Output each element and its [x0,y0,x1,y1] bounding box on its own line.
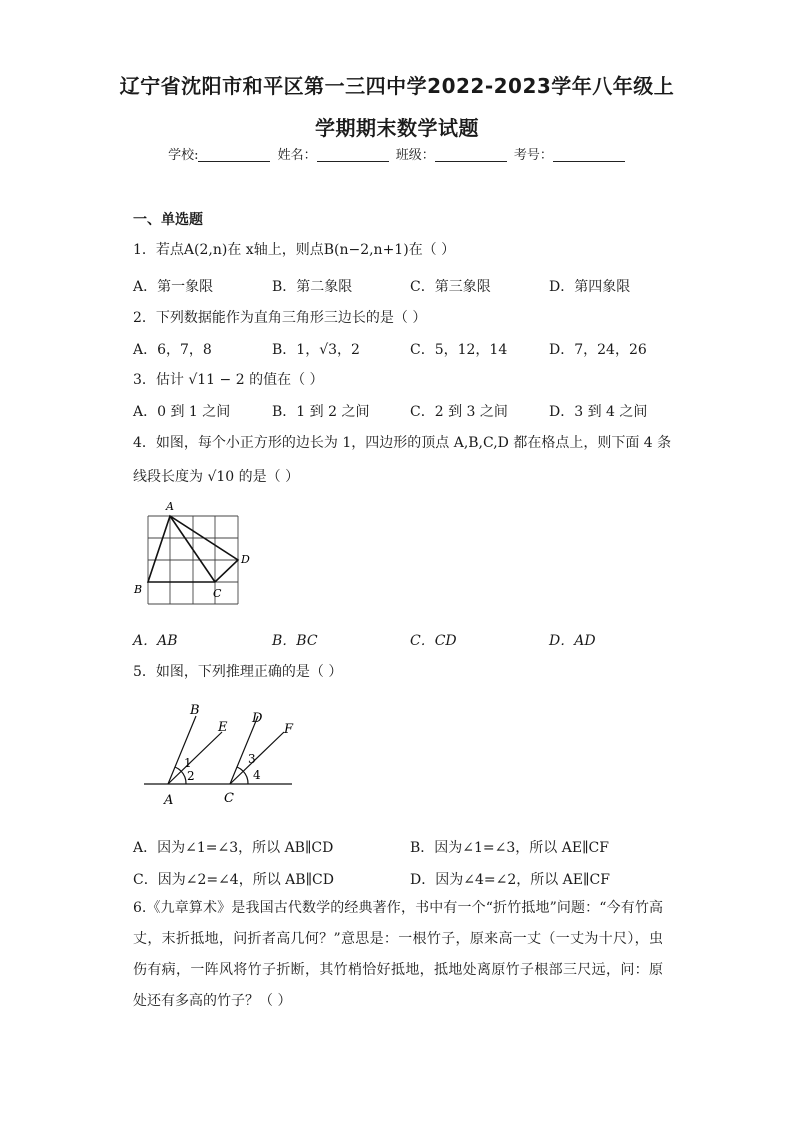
exam-title-line1: 辽宁省沈阳市和平区第一三四中学2022-2023学年八年级上 [119,74,675,98]
question-6-stem: 6.《九章算术》是我国古代数学的经典著作，书中有一个“折竹抵地”问题：“今有竹高丈，末折抵地，问折者高几何？”意思是：一根竹子，原来高一丈（一丈为十尺），虫伤有病，一阵风将竹子折断，其竹梢恰好抵地，抵地处离原竹子根部三尺远，问：原处还有多高的竹子？（ ） [133,900,663,1009]
student-info-line [0,144,794,163]
point-label-d: D [252,711,263,726]
vertex-label-c: C [213,587,222,600]
question-2-stem: 2．下列数据能作为直角三角形三边长的是（ ） [133,310,427,326]
q1-option-c[interactable]: C．第三象限 [410,279,491,295]
angle-label-2: 2 [187,769,195,783]
question-4-stem-line1: 4．如图，每个小正方形的边长为 1，四边形的顶点 A,B,C,D 都在格点上，则下面 4 条 [133,435,672,451]
point-label-e: E [218,720,228,735]
school-blank[interactable] [198,147,270,162]
point-label-c: C [224,791,234,806]
q3-option-d[interactable]: D．3 到 4 之间 [549,404,648,420]
vertex-label-b: B [134,583,143,596]
vertex-label-a: A [166,500,174,513]
name-label: 姓名： [277,148,317,163]
q3-option-b[interactable]: B．1 到 2 之间 [272,404,370,420]
class-label: 班级： [395,148,435,163]
exam-no-label: 考号： [513,148,553,163]
q3-option-c[interactable]: C．2 到 3 之间 [410,404,508,420]
q1-option-b[interactable]: B．第二象限 [272,279,353,295]
q2-option-d[interactable]: D．7，24，26 [549,342,647,358]
angle-label-1: 1 [184,756,192,770]
point-label-b: B [190,703,200,718]
section-heading: 一、单选题 [133,212,203,228]
angle-label-3: 3 [248,752,256,766]
question-4-stem-line2: 线段长度为 √10 的是（ ） [133,469,300,485]
q5-option-b[interactable]: B．因为∠1=∠3，所以 AE∥CF [410,840,609,856]
q4-grid-figure [128,498,258,610]
question-5-stem: 5．如图，下列推理正确的是（ ） [133,664,343,680]
q2-option-b[interactable]: B．1，√3，2 [272,342,360,358]
q1-stem-e: 在（ ） [408,242,456,258]
name-blank[interactable] [317,147,389,162]
vertex-label-d: D [241,553,250,566]
q1-stem-a: 1．若点 [133,242,184,258]
q1-option-d[interactable]: D．第四象限 [549,279,631,295]
q2-option-c[interactable]: C．5，12，14 [410,342,508,358]
q5-option-d[interactable]: D．因为∠4=∠2，所以 AE∥CF [410,872,610,888]
q1-option-a[interactable]: A．第一象限 [133,279,214,295]
q5-angle-figure [130,700,310,812]
class-blank[interactable] [435,147,507,162]
exam-title-line2: 学期期末数学试题 [315,116,479,140]
q1-stem-c: 在 x轴上，则点 [227,242,324,258]
q4-option-d[interactable]: D．AD [549,633,596,649]
q4-option-b[interactable]: B．BC [272,633,318,649]
q4-option-c[interactable]: C．CD [410,633,457,649]
q3-option-a[interactable]: A．0 到 1 之间 [133,404,231,420]
q1-point-b: B(n−2,n+1) [323,242,409,258]
exam-no-blank[interactable] [553,147,625,162]
question-3-stem: 3．估计 √11 − 2 的值在（ ） [133,372,324,388]
q2-option-a[interactable]: A．6，7，8 [133,342,212,358]
question-1-stem [133,239,455,259]
school-label: 学校: [168,148,199,163]
q4-option-a[interactable]: A．AB [133,633,178,649]
q5-option-a[interactable]: A．因为∠1=∠3，所以 AB∥CD [133,840,334,856]
angle-label-4: 4 [253,768,261,782]
point-label-f: F [284,722,294,737]
q1-point-a: A(2,n) [183,242,228,258]
point-label-a: A [164,793,174,808]
grid-lines [148,516,238,604]
q5-option-c[interactable]: C．因为∠2=∠4，所以 AB∥CD [133,872,334,888]
